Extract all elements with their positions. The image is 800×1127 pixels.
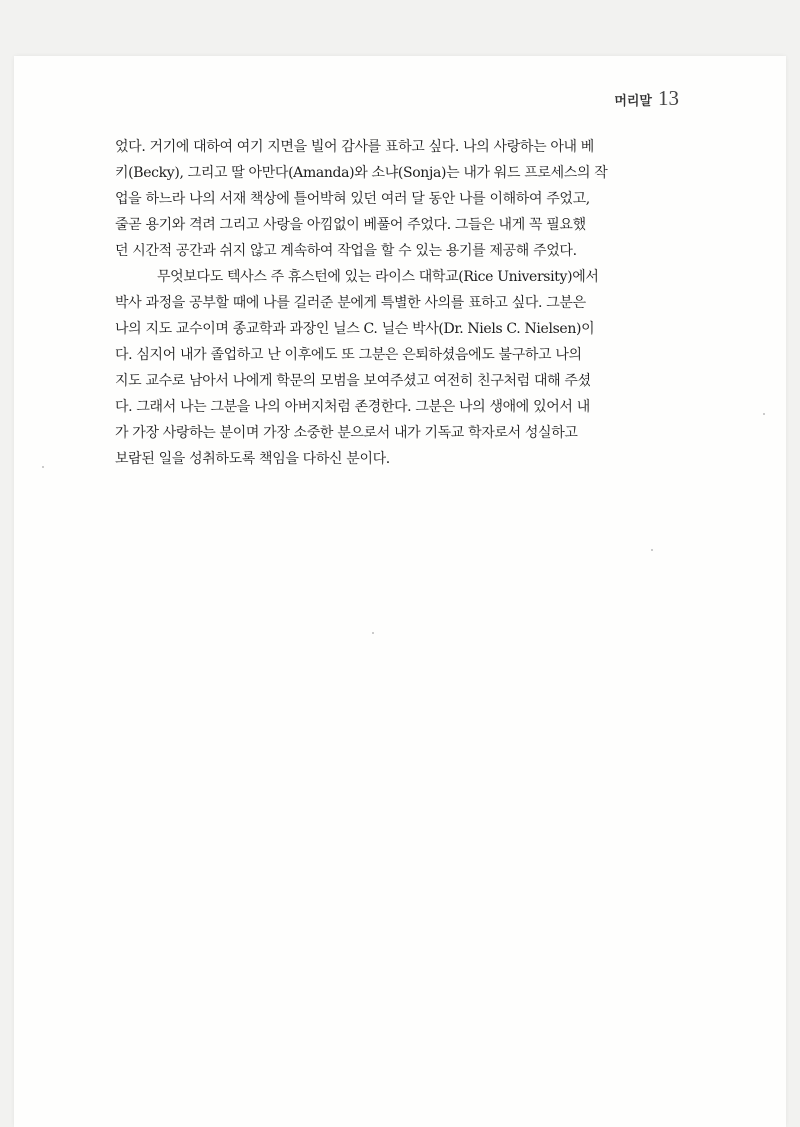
paragraph-acknowledgement-family — [115, 134, 685, 264]
paragraph-acknowledgement-advisor — [115, 264, 685, 472]
text-line: 박사 과정을 공부할 때에 나를 길러준 분에게 특별한 사의를 표하고 싶다. 그분은 — [115, 295, 586, 311]
scan-speck — [372, 632, 374, 634]
text-line: 나의 지도 교수이며 종교학과 과장인 닐스 C. 닐슨 박사(Dr. Niels C. Nielsen)이 — [115, 321, 595, 337]
text-line: 업을 하느라 나의 서재 책상에 틀어박혀 있던 여러 달 동안 나를 이해하여 주었고, — [115, 191, 590, 207]
text-line: 무엇보다도 텍사스 주 휴스턴에 있는 라이스 대학교(Rice University)에서 — [157, 269, 599, 285]
section-label: 머리말 — [614, 94, 652, 109]
running-head — [614, 86, 679, 111]
text-line: 보람된 일을 성취하도록 책임을 다하신 분이다. — [115, 451, 390, 467]
text-line: 다. 그래서 나는 그분을 나의 아버지처럼 존경한다. 그분은 나의 생애에 있어서 내 — [115, 399, 590, 415]
scan-speck — [42, 466, 44, 468]
scan-speck — [763, 413, 765, 415]
text-line: 키(Becky), 그리고 딸 아만다(Amanda)와 소냐(Sonja)는 내가 워드 프로세스의 작 — [115, 165, 608, 181]
text-line: 가 가장 사랑하는 분이며 가장 소중한 분으로서 내가 기독교 학자로서 성실하고 — [115, 425, 578, 441]
scan-speck — [651, 549, 653, 551]
text-line: 던 시간적 공간과 쉬지 않고 계속하여 작업을 할 수 있는 용기를 제공해 주었다. — [115, 243, 577, 259]
text-line: 줄곧 용기와 격려 그리고 사랑을 아낌없이 베풀어 주었다. 그들은 내게 꼭 필요했 — [115, 217, 586, 233]
text-line: 다. 심지어 내가 졸업하고 난 이후에도 또 그분은 은퇴하셨음에도 불구하고 나의 — [115, 347, 582, 363]
page-number: 13 — [658, 86, 679, 110]
text-line: 었다. 거기에 대하여 여기 지면을 빌어 감사를 표하고 싶다. 나의 사랑하는 아내 베 — [115, 139, 594, 155]
text-line: 지도 교수로 남아서 나에게 학문의 모범을 보여주셨고 여전히 친구처럼 대해 주셨 — [115, 373, 591, 389]
body-text — [115, 134, 685, 472]
